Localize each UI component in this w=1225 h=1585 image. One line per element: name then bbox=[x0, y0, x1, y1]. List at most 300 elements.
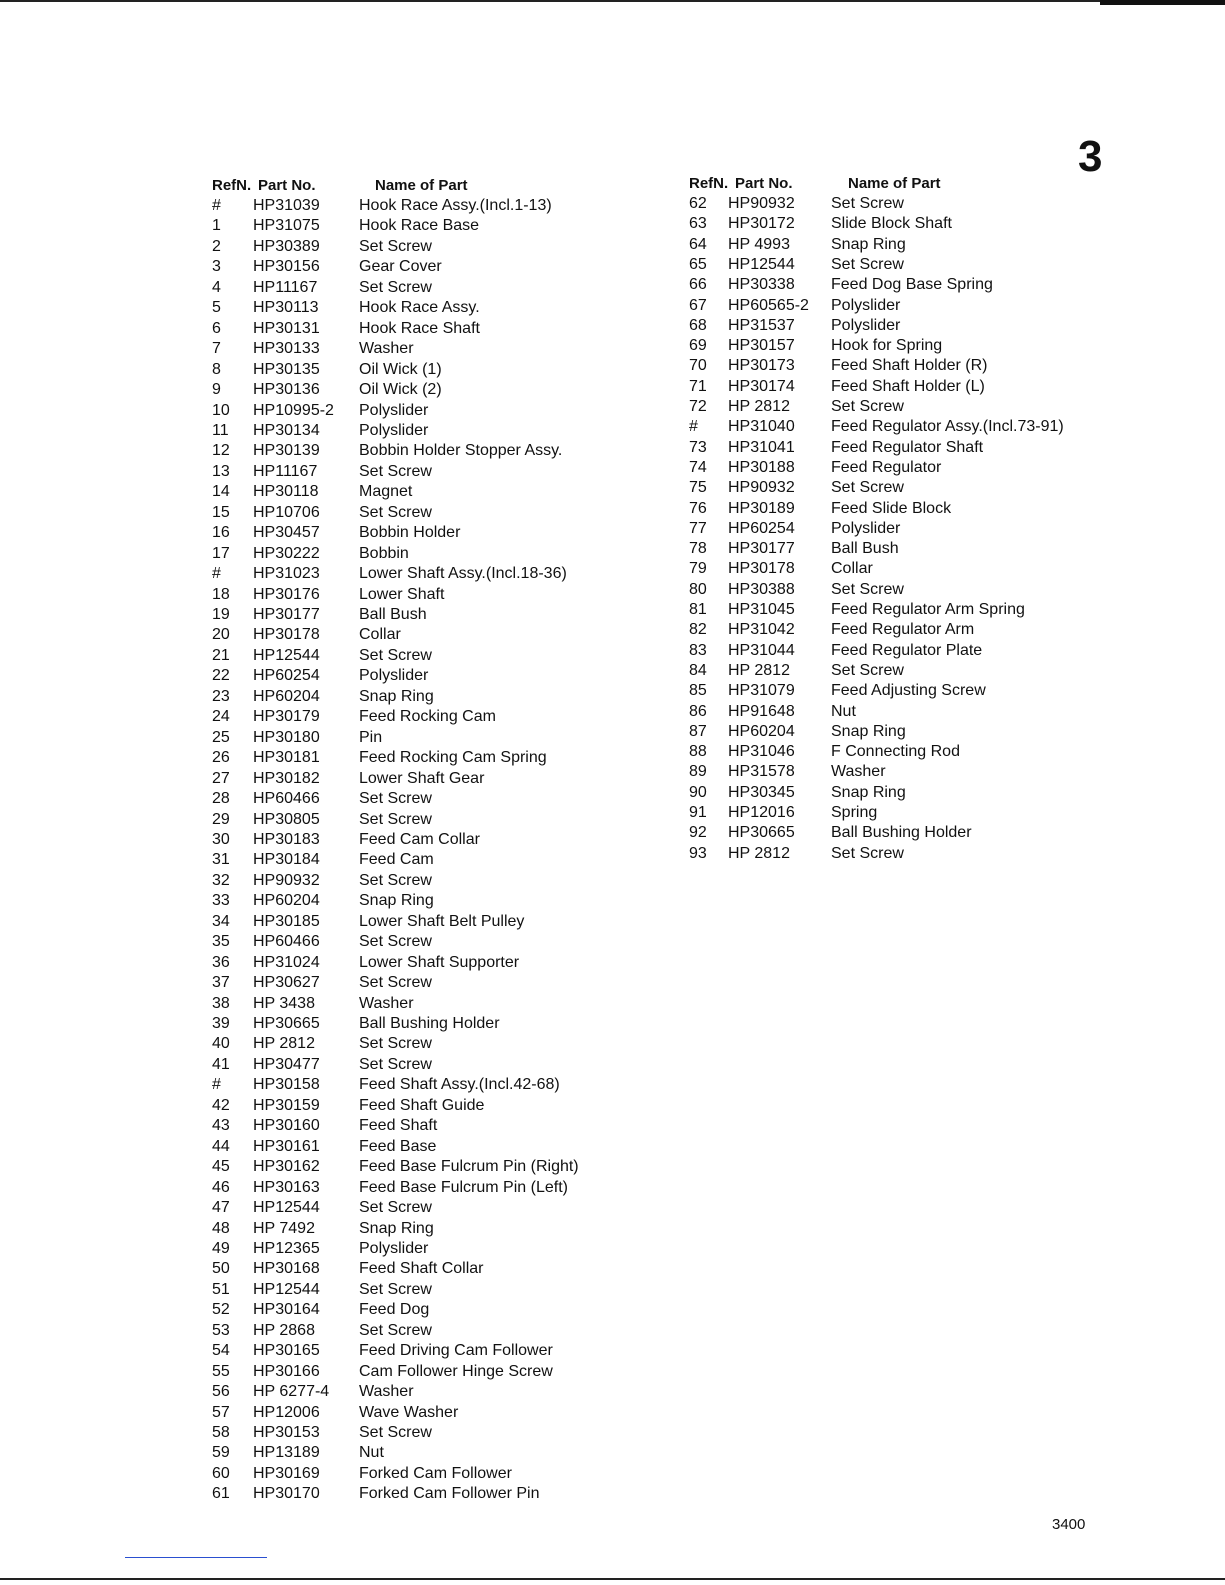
part-name: Set Screw bbox=[359, 810, 432, 828]
part-name: Washer bbox=[831, 763, 886, 781]
ref-number: 5 bbox=[212, 299, 221, 317]
ref-number: 43 bbox=[212, 1117, 230, 1135]
part-name: Oil Wick (1) bbox=[359, 360, 442, 378]
header-name: Name of Part bbox=[848, 175, 941, 192]
part-name: Pin bbox=[359, 728, 383, 746]
part-name: Bobbin bbox=[359, 544, 409, 562]
part-number: HP30172 bbox=[728, 215, 795, 233]
ref-number: 27 bbox=[212, 769, 230, 787]
part-number: HP31045 bbox=[728, 601, 795, 618]
part-name: Lower Shaft bbox=[359, 585, 445, 603]
part-name: F Connecting Rod bbox=[831, 743, 960, 761]
part-number: HP 7492 bbox=[253, 1219, 315, 1237]
part-number: HP30177 bbox=[728, 540, 795, 558]
part-name: Ball Bushing Holder bbox=[831, 824, 972, 842]
part-name: Polyslider bbox=[359, 421, 429, 439]
part-number: HP30457 bbox=[253, 524, 320, 542]
part-number: HP30159 bbox=[253, 1096, 320, 1114]
part-number: HP12544 bbox=[728, 255, 795, 273]
ref-number: 41 bbox=[212, 1055, 230, 1073]
ref-number: 25 bbox=[212, 728, 230, 746]
part-number: HP30183 bbox=[253, 830, 320, 848]
part-number: HP30177 bbox=[253, 606, 320, 623]
part-number: HP30176 bbox=[253, 585, 320, 603]
ref-number: 71 bbox=[689, 377, 707, 395]
part-number: HP30338 bbox=[728, 276, 795, 294]
ref-number: 80 bbox=[689, 580, 707, 598]
part-name: Feed Regulator Arm Spring bbox=[831, 601, 1025, 618]
ref-number: 37 bbox=[212, 974, 230, 992]
part-number: HP30181 bbox=[253, 749, 320, 767]
ref-number: 29 bbox=[212, 810, 230, 828]
ref-number: 68 bbox=[689, 316, 707, 334]
part-name: Nut bbox=[831, 702, 856, 720]
part-number: HP31079 bbox=[728, 682, 795, 700]
ref-number: 78 bbox=[689, 540, 707, 558]
part-name: Forked Cam Follower Pin bbox=[359, 1485, 540, 1503]
part-name: Washer bbox=[359, 1383, 414, 1401]
part-name: Set Screw bbox=[359, 278, 432, 296]
part-name: Snap Ring bbox=[831, 235, 906, 253]
ref-number: 60 bbox=[212, 1464, 230, 1482]
part-number: HP31044 bbox=[728, 641, 795, 659]
ref-number: 24 bbox=[212, 708, 230, 726]
part-name: Set Screw bbox=[359, 503, 432, 521]
ref-number: 28 bbox=[212, 790, 230, 808]
part-number: HP31023 bbox=[253, 565, 320, 583]
part-number: HP12016 bbox=[728, 804, 795, 821]
part-number: HP 2812 bbox=[728, 661, 790, 679]
part-number: HP 2812 bbox=[253, 1035, 315, 1053]
ref-number: 21 bbox=[212, 646, 230, 664]
part-name: Snap Ring bbox=[831, 783, 906, 801]
ref-number: 35 bbox=[212, 933, 230, 951]
part-name: Collar bbox=[831, 560, 873, 578]
part-name: Set Screw bbox=[359, 1321, 432, 1339]
top-rule-accent bbox=[1100, 0, 1225, 5]
ref-number: 79 bbox=[689, 560, 707, 578]
part-name: Polyslider bbox=[831, 519, 901, 537]
part-number: HP31578 bbox=[728, 763, 795, 781]
part-number: HP31537 bbox=[728, 316, 795, 334]
part-number: HP30156 bbox=[253, 258, 320, 276]
part-name: Feed Regulator Assy.(Incl.73-91) bbox=[831, 418, 1064, 436]
part-number: HP30164 bbox=[253, 1301, 320, 1319]
part-number: HP12544 bbox=[253, 646, 320, 664]
part-number: HP30157 bbox=[728, 337, 795, 355]
part-number: HP 4993 bbox=[728, 235, 790, 253]
part-number: HP11167 bbox=[253, 278, 318, 296]
ref-number: 39 bbox=[212, 1015, 230, 1032]
part-name: Set Screw bbox=[359, 1280, 432, 1298]
part-name: Magnet bbox=[359, 483, 413, 501]
part-name: Feed Adjusting Screw bbox=[831, 682, 986, 700]
part-name: Cam Follower Hinge Screw bbox=[359, 1362, 553, 1380]
ref-number: 48 bbox=[212, 1219, 230, 1237]
part-number: HP10995-2 bbox=[253, 401, 334, 419]
part-number: HP30189 bbox=[728, 499, 795, 517]
part-number: HP30118 bbox=[253, 483, 319, 501]
part-name: Set Screw bbox=[359, 237, 432, 255]
ref-number: 86 bbox=[689, 702, 707, 720]
part-number: HP30179 bbox=[253, 708, 320, 726]
header-ref: RefN. bbox=[689, 175, 729, 192]
ref-number: 61 bbox=[212, 1485, 230, 1503]
part-number: HP31041 bbox=[728, 438, 795, 456]
part-number: HP30178 bbox=[728, 560, 795, 578]
ref-number: 58 bbox=[212, 1424, 230, 1441]
part-name: Snap Ring bbox=[831, 722, 906, 740]
part-name: Set Screw bbox=[831, 195, 904, 212]
part-number: HP60204 bbox=[728, 722, 795, 740]
part-number: HP30158 bbox=[253, 1076, 320, 1094]
part-number: HP30180 bbox=[253, 728, 320, 746]
header-part-no: Part No. bbox=[258, 177, 316, 194]
ref-number: 3 bbox=[212, 258, 221, 276]
ref-number: 69 bbox=[689, 337, 707, 355]
ref-number: 83 bbox=[689, 641, 707, 659]
ref-number: 33 bbox=[212, 892, 230, 910]
part-number: HP30184 bbox=[253, 851, 320, 869]
ref-number: 44 bbox=[212, 1137, 230, 1155]
part-number: HP30665 bbox=[728, 824, 795, 842]
ref-number: 8 bbox=[212, 360, 221, 378]
ref-number: 31 bbox=[212, 851, 230, 869]
part-number: HP12365 bbox=[253, 1239, 320, 1257]
ref-number: 67 bbox=[689, 296, 707, 314]
ref-number: # bbox=[689, 418, 698, 436]
part-name: Set Screw bbox=[831, 479, 904, 497]
part-name: Set Screw bbox=[359, 1055, 432, 1073]
part-number: HP31039 bbox=[253, 197, 320, 214]
part-number: HP91648 bbox=[728, 702, 795, 720]
part-number: HP30389 bbox=[253, 237, 320, 255]
part-number: HP30131 bbox=[253, 319, 320, 337]
part-name: Feed Base Fulcrum Pin (Right) bbox=[359, 1158, 579, 1176]
part-name: Forked Cam Follower bbox=[359, 1464, 512, 1482]
ref-number: # bbox=[212, 197, 221, 214]
ref-number: 4 bbox=[212, 278, 221, 296]
part-number: HP60466 bbox=[253, 933, 320, 951]
ref-number: 70 bbox=[689, 357, 707, 375]
part-name: Lower Shaft Assy.(Incl.18-36) bbox=[359, 565, 567, 583]
ref-number: 49 bbox=[212, 1239, 230, 1257]
part-name: Set Screw bbox=[831, 580, 904, 598]
part-number: HP30168 bbox=[253, 1260, 320, 1278]
part-name: Bobbin Holder Stopper Assy. bbox=[359, 442, 563, 460]
part-number: HP12006 bbox=[253, 1403, 320, 1421]
part-name: Feed Driving Cam Follower bbox=[359, 1342, 553, 1360]
part-name: Ball Bush bbox=[831, 540, 899, 558]
ref-number: 62 bbox=[689, 195, 707, 212]
part-name: Hook Race Base bbox=[359, 217, 480, 235]
part-name: Set Screw bbox=[359, 1199, 432, 1217]
ref-number: 19 bbox=[212, 606, 230, 623]
ref-number: 87 bbox=[689, 722, 707, 740]
ref-number: 46 bbox=[212, 1178, 230, 1196]
part-name: Feed Rocking Cam Spring bbox=[359, 749, 547, 767]
part-name: Feed Shaft Collar bbox=[359, 1260, 484, 1278]
part-name: Feed Cam bbox=[359, 851, 434, 869]
ref-number: 77 bbox=[689, 519, 707, 537]
ref-number: 23 bbox=[212, 687, 230, 705]
ref-number: 64 bbox=[689, 235, 707, 253]
part-number: HP90932 bbox=[728, 195, 795, 212]
header-part-no: Part No. bbox=[735, 175, 793, 192]
part-name: Feed Cam Collar bbox=[359, 830, 480, 848]
part-name: Polyslider bbox=[831, 316, 901, 334]
page-code: 3400 bbox=[1052, 1516, 1086, 1533]
part-name: Polyslider bbox=[359, 1239, 429, 1257]
ref-number: 84 bbox=[689, 661, 707, 679]
part-name: Hook Race Assy. bbox=[359, 299, 480, 317]
part-number: HP60204 bbox=[253, 687, 320, 705]
part-name: Collar bbox=[359, 626, 401, 644]
part-number: HP30133 bbox=[253, 340, 320, 358]
part-number: HP31040 bbox=[728, 418, 795, 436]
ref-number: 16 bbox=[212, 524, 230, 542]
part-number: HP 2868 bbox=[253, 1321, 315, 1339]
part-number: HP30174 bbox=[728, 377, 795, 395]
part-number: HP12544 bbox=[253, 1280, 320, 1298]
part-number: HP10706 bbox=[253, 503, 320, 521]
ref-number: 20 bbox=[212, 626, 230, 644]
ref-number: 52 bbox=[212, 1301, 230, 1319]
part-name: Feed Shaft Holder (R) bbox=[831, 357, 988, 375]
part-number: HP30163 bbox=[253, 1178, 320, 1196]
part-name: Hook Race Shaft bbox=[359, 319, 480, 337]
ref-number: 76 bbox=[689, 499, 707, 517]
part-number: HP 6277-4 bbox=[253, 1383, 330, 1401]
ref-number: 40 bbox=[212, 1035, 230, 1053]
part-name: Polyslider bbox=[359, 401, 429, 419]
ref-number: 26 bbox=[212, 749, 230, 767]
part-name: Lower Shaft Gear bbox=[359, 769, 485, 787]
ref-number: 12 bbox=[212, 442, 230, 460]
part-name: Feed Dog Base Spring bbox=[831, 276, 993, 294]
part-number: HP60254 bbox=[253, 667, 320, 685]
part-number: HP60466 bbox=[253, 790, 320, 808]
part-number: HP30173 bbox=[728, 357, 795, 375]
part-number: HP31046 bbox=[728, 743, 795, 761]
part-number: HP30161 bbox=[253, 1137, 320, 1155]
part-name: Feed Slide Block bbox=[831, 499, 952, 517]
part-name: Feed Shaft Guide bbox=[359, 1096, 485, 1114]
part-name: Hook for Spring bbox=[831, 337, 943, 355]
part-number: HP30139 bbox=[253, 442, 320, 460]
ref-number: 9 bbox=[212, 381, 221, 399]
part-number: HP30113 bbox=[253, 299, 319, 317]
part-number: HP30185 bbox=[253, 912, 320, 930]
part-number: HP11167 bbox=[253, 462, 318, 480]
ref-number: 91 bbox=[689, 804, 707, 821]
ref-number: 11 bbox=[212, 421, 229, 439]
ref-number: 30 bbox=[212, 830, 230, 848]
part-name: Set Screw bbox=[359, 1035, 432, 1053]
ref-number: 38 bbox=[212, 994, 230, 1012]
part-name: Polyslider bbox=[359, 667, 429, 685]
part-number: HP60254 bbox=[728, 519, 795, 537]
part-name: Feed Regulator Arm bbox=[831, 621, 975, 639]
header-name: Name of Part bbox=[375, 177, 468, 194]
ref-number: 90 bbox=[689, 783, 707, 801]
ref-number: 34 bbox=[212, 912, 230, 930]
part-name: Set Screw bbox=[831, 661, 904, 679]
ref-number: 45 bbox=[212, 1158, 230, 1176]
ref-number: 65 bbox=[689, 255, 707, 273]
part-name: Bobbin Holder bbox=[359, 524, 461, 542]
part-number: HP30136 bbox=[253, 381, 320, 399]
part-number: HP31024 bbox=[253, 953, 320, 971]
part-number: HP30153 bbox=[253, 1424, 320, 1441]
part-name: Snap Ring bbox=[359, 687, 434, 705]
part-number: HP12544 bbox=[253, 1199, 320, 1217]
part-number: HP30182 bbox=[253, 769, 320, 787]
ref-number: 6 bbox=[212, 319, 221, 337]
part-name: Ball Bush bbox=[359, 606, 427, 623]
ref-number: 88 bbox=[689, 743, 707, 761]
ref-number: 50 bbox=[212, 1260, 230, 1278]
ref-number: 7 bbox=[212, 340, 221, 358]
ref-number: 1 bbox=[212, 217, 221, 235]
part-number: HP 2812 bbox=[728, 844, 790, 862]
part-number: HP30388 bbox=[728, 580, 795, 598]
ref-number: 10 bbox=[212, 401, 230, 419]
part-name: Feed Dog bbox=[359, 1301, 430, 1319]
part-number: HP30477 bbox=[253, 1055, 320, 1073]
ref-number: 22 bbox=[212, 667, 230, 685]
ref-number: 47 bbox=[212, 1199, 230, 1217]
ref-number: 92 bbox=[689, 824, 707, 842]
header-ref: RefN. bbox=[212, 177, 252, 194]
ref-number: 74 bbox=[689, 458, 707, 476]
part-number: HP 3438 bbox=[253, 994, 315, 1012]
part-name: Set Screw bbox=[831, 844, 904, 862]
ref-number: 72 bbox=[689, 398, 707, 415]
part-name: Slide Block Shaft bbox=[831, 215, 952, 233]
ref-number: 55 bbox=[212, 1362, 230, 1380]
bottom-rule bbox=[0, 1578, 1225, 1580]
ref-number: 93 bbox=[689, 844, 707, 862]
part-number: HP30170 bbox=[253, 1485, 320, 1503]
part-name: Feed Base Fulcrum Pin (Left) bbox=[359, 1178, 568, 1196]
ref-number: 81 bbox=[689, 601, 707, 618]
ref-number: 63 bbox=[689, 215, 707, 233]
ref-number: # bbox=[212, 1076, 221, 1094]
ref-number: # bbox=[212, 565, 221, 583]
ref-number: 56 bbox=[212, 1383, 230, 1401]
part-name: Feed Base bbox=[359, 1137, 437, 1155]
ref-number: 36 bbox=[212, 953, 230, 971]
part-name: Polyslider bbox=[831, 296, 901, 314]
ref-number: 2 bbox=[212, 237, 221, 255]
part-number: HP 2812 bbox=[728, 398, 790, 415]
part-name: Lower Shaft Supporter bbox=[359, 953, 520, 971]
part-number: HP30188 bbox=[728, 458, 795, 476]
ref-number: 82 bbox=[689, 621, 707, 639]
part-name: Set Screw bbox=[359, 462, 432, 480]
ref-number: 59 bbox=[212, 1444, 230, 1462]
part-name: Feed Regulator bbox=[831, 458, 942, 476]
part-number: HP30222 bbox=[253, 544, 320, 562]
part-number: HP60565-2 bbox=[728, 296, 809, 314]
ref-number: 57 bbox=[212, 1403, 230, 1421]
part-name: Ball Bushing Holder bbox=[359, 1015, 500, 1032]
part-name: Set Screw bbox=[359, 790, 432, 808]
part-number: HP90932 bbox=[728, 479, 795, 497]
ref-number: 89 bbox=[689, 763, 707, 781]
part-name: Set Screw bbox=[359, 1424, 432, 1441]
part-name: Feed Regulator Shaft bbox=[831, 438, 984, 456]
part-number: HP30665 bbox=[253, 1015, 320, 1032]
part-name: Hook Race Assy.(Incl.1-13) bbox=[359, 197, 552, 214]
part-name: Washer bbox=[359, 340, 414, 358]
part-number: HP31075 bbox=[253, 217, 320, 235]
part-number: HP30134 bbox=[253, 421, 320, 439]
part-number: HP30135 bbox=[253, 360, 320, 378]
ref-number: 53 bbox=[212, 1321, 230, 1339]
part-name: Gear Cover bbox=[359, 258, 442, 276]
part-number: HP30160 bbox=[253, 1117, 320, 1135]
part-number: HP30627 bbox=[253, 974, 320, 992]
part-name: Feed Rocking Cam bbox=[359, 708, 496, 726]
ref-number: 42 bbox=[212, 1096, 230, 1114]
part-number: HP30345 bbox=[728, 783, 795, 801]
section-number: 3 bbox=[1078, 132, 1103, 181]
part-number: HP31042 bbox=[728, 621, 795, 639]
part-number: HP30162 bbox=[253, 1158, 320, 1176]
part-name: Snap Ring bbox=[359, 1219, 434, 1237]
part-name: Nut bbox=[359, 1444, 384, 1462]
top-rule bbox=[0, 0, 1225, 2]
ref-number: 66 bbox=[689, 276, 707, 294]
part-name: Feed Shaft Holder (L) bbox=[831, 377, 985, 395]
part-name: Feed Shaft Assy.(Incl.42-68) bbox=[359, 1076, 560, 1094]
part-name: Snap Ring bbox=[359, 892, 434, 910]
part-number: HP30166 bbox=[253, 1362, 320, 1380]
ref-number: 32 bbox=[212, 871, 230, 889]
ref-number: 51 bbox=[212, 1280, 230, 1298]
part-number: HP13189 bbox=[253, 1444, 320, 1462]
part-name: Feed Shaft bbox=[359, 1117, 438, 1135]
part-number: HP30805 bbox=[253, 810, 320, 828]
part-name: Set Screw bbox=[359, 646, 432, 664]
part-number: HP60204 bbox=[253, 892, 320, 910]
ref-number: 85 bbox=[689, 682, 707, 700]
part-name: Set Screw bbox=[359, 871, 432, 889]
ref-number: 18 bbox=[212, 585, 230, 603]
ref-number: 75 bbox=[689, 479, 707, 497]
ref-number: 73 bbox=[689, 438, 707, 456]
part-name: Set Screw bbox=[831, 398, 904, 415]
part-name: Lower Shaft Belt Pulley bbox=[359, 912, 525, 930]
part-name: Spring bbox=[831, 804, 878, 821]
part-number: HP30178 bbox=[253, 626, 320, 644]
part-number: HP90932 bbox=[253, 871, 320, 889]
ref-number: 14 bbox=[212, 483, 230, 501]
part-name: Feed Regulator Plate bbox=[831, 641, 983, 659]
ref-number: 13 bbox=[212, 462, 230, 480]
ref-number: 15 bbox=[212, 503, 230, 521]
part-number: HP30169 bbox=[253, 1464, 320, 1482]
part-number: HP30165 bbox=[253, 1342, 320, 1360]
part-name: Wave Washer bbox=[359, 1403, 459, 1421]
part-name: Set Screw bbox=[359, 974, 432, 992]
part-name: Washer bbox=[359, 994, 414, 1012]
ref-number: 54 bbox=[212, 1342, 230, 1360]
part-name: Set Screw bbox=[359, 933, 432, 951]
part-name: Set Screw bbox=[831, 255, 904, 273]
